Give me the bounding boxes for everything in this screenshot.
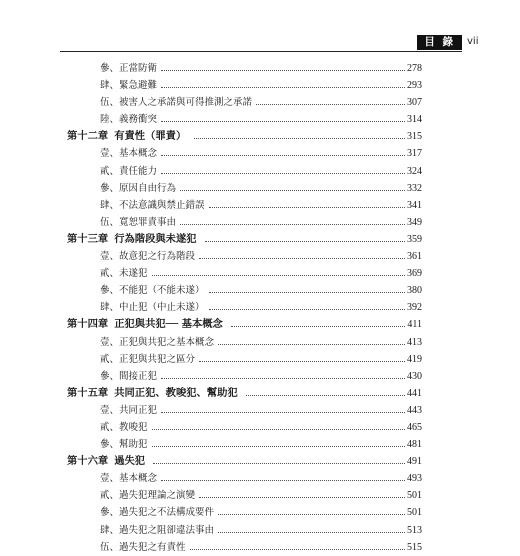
table-of-contents bbox=[67, 60, 422, 556]
dot-leader bbox=[199, 497, 405, 498]
dot-leader bbox=[161, 412, 405, 413]
chapter-title: 正犯與共犯── 基本概念 bbox=[114, 318, 223, 331]
dot-leader bbox=[209, 207, 405, 208]
toc-section-row bbox=[100, 402, 422, 419]
toc-chapter-row bbox=[67, 385, 422, 402]
page-number: 349 bbox=[407, 216, 422, 228]
page-number: 317 bbox=[407, 148, 422, 160]
section-title: 肆、緊急避難 bbox=[100, 80, 158, 92]
toc-section-row bbox=[100, 197, 422, 214]
section-title: 參、不能犯（不能未遂） bbox=[100, 285, 205, 297]
page-number: 361 bbox=[407, 251, 422, 263]
toc-chapter-row bbox=[67, 453, 422, 470]
dot-leader bbox=[194, 138, 405, 139]
dot-leader bbox=[161, 480, 405, 481]
section-title: 貳、責任能力 bbox=[100, 165, 158, 177]
dot-leader bbox=[199, 258, 405, 259]
dot-leader bbox=[218, 344, 405, 345]
section-title: 壹、共同正犯 bbox=[100, 404, 158, 416]
section-title: 參、過失犯之不法構成要件 bbox=[100, 507, 215, 519]
page-number: 501 bbox=[407, 490, 422, 502]
toc-section-row bbox=[100, 60, 422, 77]
toc-section-row bbox=[100, 94, 422, 111]
toc-section-row bbox=[100, 470, 422, 487]
toc-section-row bbox=[100, 145, 422, 162]
toc-section-row bbox=[100, 248, 422, 265]
toc-chapter-row bbox=[67, 231, 422, 248]
page-number: 307 bbox=[407, 97, 422, 109]
toc-section-row bbox=[100, 504, 422, 521]
section-title: 壹、基本概念 bbox=[100, 148, 158, 160]
section-title: 貳、教唆犯 bbox=[100, 421, 148, 433]
dot-leader bbox=[199, 361, 405, 362]
page-number: 278 bbox=[407, 63, 422, 74]
section-title: 壹、正犯與共犯之基本概念 bbox=[100, 336, 215, 348]
dot-leader bbox=[209, 292, 405, 293]
dot-leader bbox=[161, 87, 405, 88]
page-number: 413 bbox=[407, 336, 422, 348]
dot-leader bbox=[246, 395, 405, 396]
toc-section-row bbox=[100, 334, 422, 351]
dot-leader bbox=[161, 378, 405, 379]
page-number: 359 bbox=[407, 233, 422, 245]
section-title: 肆、中止犯（中止未遂） bbox=[100, 302, 205, 314]
chapter-title: 過失犯 bbox=[114, 455, 146, 468]
page-number: 465 bbox=[407, 421, 422, 433]
section-title: 貳、未遂犯 bbox=[100, 268, 148, 280]
dot-leader bbox=[161, 70, 405, 71]
dot-leader bbox=[161, 155, 405, 156]
chapter-number: 第十三章 bbox=[67, 232, 109, 245]
toc-section-row bbox=[100, 539, 422, 556]
page-number: 332 bbox=[407, 182, 422, 194]
header-title: 目 錄 bbox=[417, 35, 462, 50]
page-number: 501 bbox=[407, 507, 422, 519]
section-title: 肆、不法意識與禁止錯誤 bbox=[100, 199, 205, 211]
dot-leader bbox=[153, 463, 405, 464]
toc-chapter-row bbox=[67, 128, 422, 145]
dot-leader bbox=[152, 429, 405, 430]
page-number: 430 bbox=[407, 370, 422, 382]
toc-chapter-row bbox=[67, 316, 422, 333]
page-number: 481 bbox=[407, 439, 422, 451]
page-number: 441 bbox=[407, 387, 422, 399]
chapter-title: 有責性（罪責） bbox=[114, 130, 187, 143]
section-title: 貳、過失犯理論之演變 bbox=[100, 490, 196, 502]
toc-section-row bbox=[100, 522, 422, 539]
dot-leader bbox=[218, 532, 405, 533]
page-number: 515 bbox=[407, 541, 422, 553]
toc-section-row bbox=[100, 351, 422, 368]
section-title: 伍、被害人之承諾與可得推測之承諾 bbox=[100, 97, 253, 109]
section-title: 貳、正犯與共犯之區分 bbox=[100, 353, 196, 365]
dot-leader bbox=[161, 173, 405, 174]
section-title: 參、正當防衛 bbox=[100, 63, 158, 74]
page-number: 443 bbox=[407, 404, 422, 416]
chapter-title: 行為階段與未遂犯 bbox=[114, 232, 197, 245]
dot-leader bbox=[218, 514, 405, 515]
toc-section-row bbox=[100, 419, 422, 436]
toc-section-row bbox=[100, 487, 422, 504]
dot-leader bbox=[180, 224, 405, 225]
chapter-number: 第十四章 bbox=[67, 318, 109, 331]
page-number: 341 bbox=[407, 199, 422, 211]
section-title: 參、原因自由行為 bbox=[100, 182, 177, 194]
dot-leader bbox=[209, 309, 405, 310]
section-title: 肆、過失犯之阻卻違法事由 bbox=[100, 524, 215, 536]
section-title: 參、間接正犯 bbox=[100, 370, 158, 382]
page-number: 419 bbox=[407, 353, 422, 365]
page-folio: vii bbox=[467, 36, 479, 47]
toc-section-row bbox=[100, 214, 422, 231]
dot-leader bbox=[256, 104, 405, 105]
dot-leader bbox=[161, 121, 405, 122]
section-title: 參、幫助犯 bbox=[100, 439, 148, 451]
dot-leader bbox=[152, 446, 405, 447]
chapter-number: 第十二章 bbox=[67, 130, 109, 143]
toc-section-row bbox=[100, 180, 422, 197]
dot-leader bbox=[180, 190, 405, 191]
page-number: 369 bbox=[407, 268, 422, 280]
toc-section-row bbox=[100, 368, 422, 385]
toc-section-row bbox=[100, 436, 422, 453]
toc-section-row bbox=[100, 163, 422, 180]
page-number: 411 bbox=[407, 319, 422, 331]
page-number: 493 bbox=[407, 473, 422, 485]
toc-section-row bbox=[100, 77, 422, 94]
page-number: 491 bbox=[407, 456, 422, 468]
page-number: 380 bbox=[407, 285, 422, 297]
section-title: 壹、基本概念 bbox=[100, 473, 158, 485]
dot-leader bbox=[205, 241, 405, 242]
page-number: 513 bbox=[407, 524, 422, 536]
dot-leader bbox=[152, 275, 405, 276]
chapter-number: 第十五章 bbox=[67, 386, 109, 399]
page-number: 293 bbox=[407, 80, 422, 92]
section-title: 壹、故意犯之行為階段 bbox=[100, 251, 196, 263]
page-number: 392 bbox=[407, 302, 422, 314]
page-number: 324 bbox=[407, 165, 422, 177]
toc-section-row bbox=[100, 265, 422, 282]
toc-section-row bbox=[100, 111, 422, 128]
section-title: 陸、義務衝突 bbox=[100, 114, 158, 126]
dot-leader bbox=[231, 326, 406, 327]
section-title: 伍、寬恕罪責事由 bbox=[100, 216, 177, 228]
section-title: 伍、過失犯之有責性 bbox=[100, 541, 186, 553]
chapter-number: 第十六章 bbox=[67, 455, 109, 468]
toc-section-row bbox=[100, 282, 422, 299]
page-number: 314 bbox=[407, 114, 422, 126]
page-number: 315 bbox=[407, 131, 422, 143]
running-header bbox=[60, 35, 462, 52]
toc-section-row bbox=[100, 299, 422, 316]
chapter-title: 共同正犯、教唆犯、幫助犯 bbox=[114, 386, 238, 399]
dot-leader bbox=[190, 549, 405, 550]
